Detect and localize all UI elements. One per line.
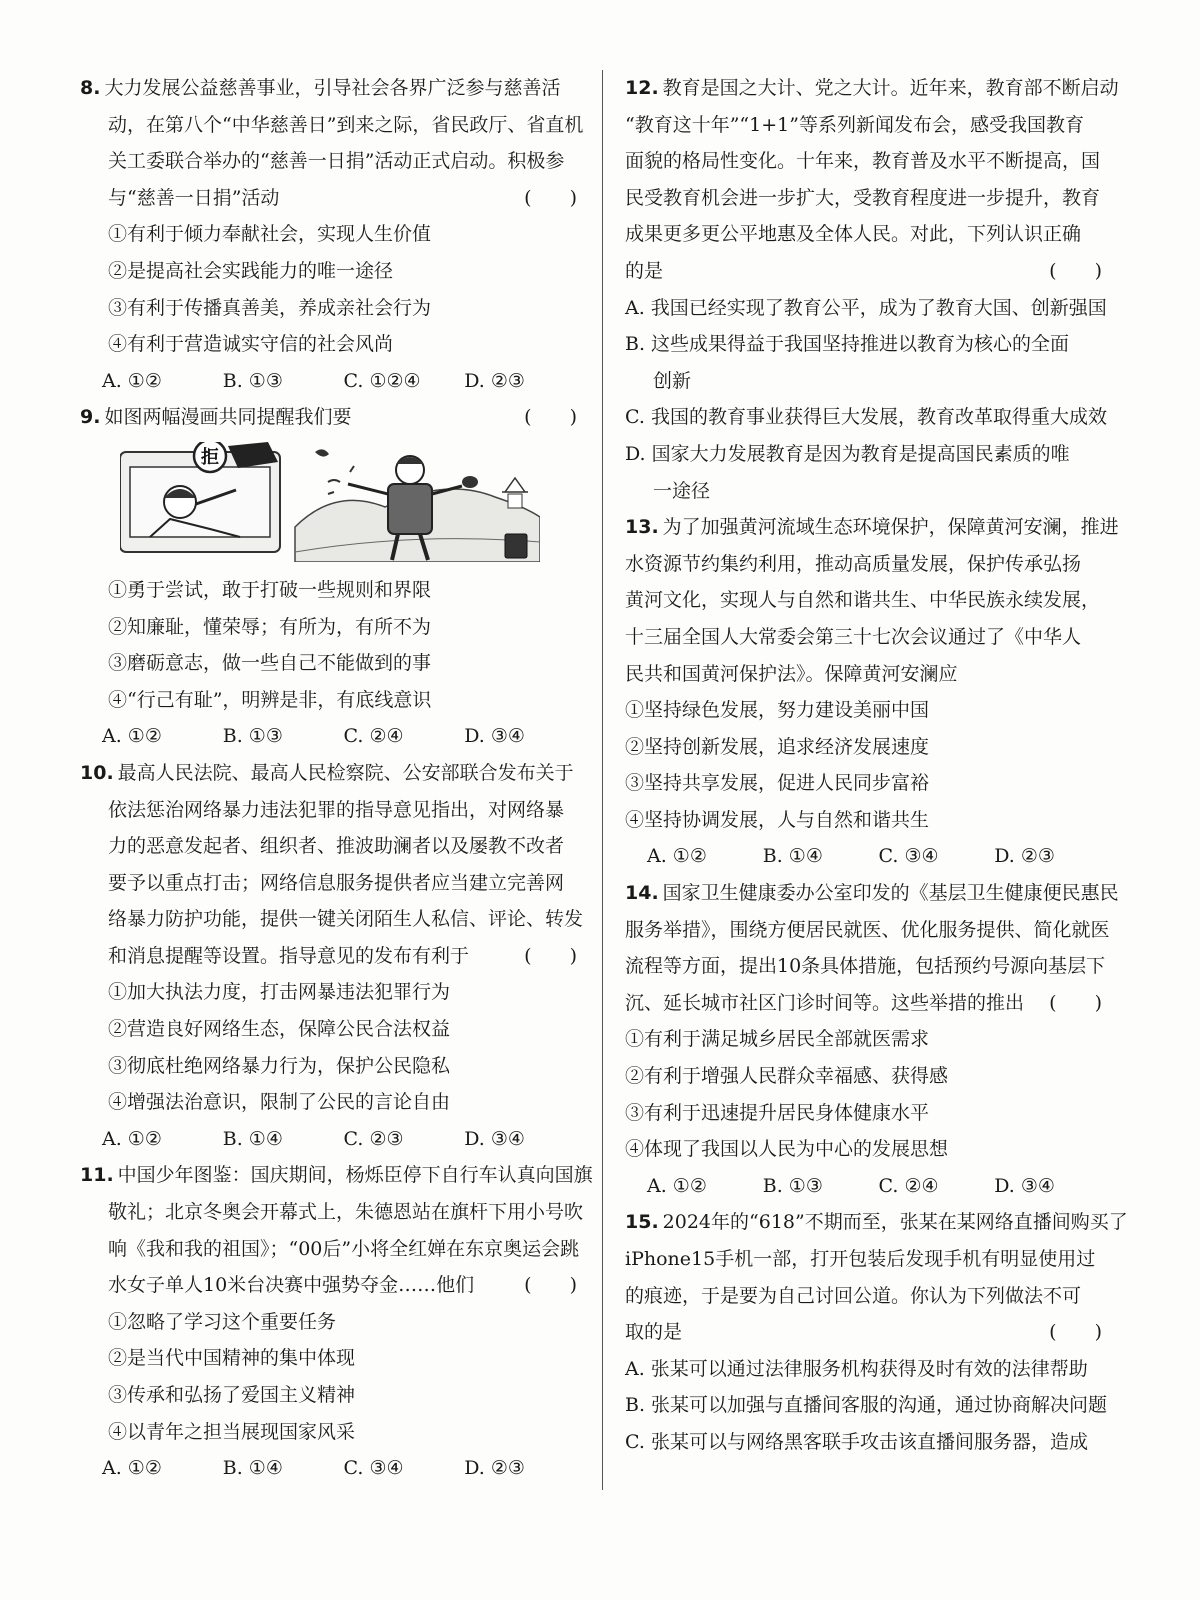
question-stem-line: 敬礼；北京冬奥会开幕式上，朱德恩站在旗杆下用小号吹	[108, 1201, 584, 1224]
statement-item: ①加大执法力度，打击网暴违法犯罪行为	[108, 981, 451, 1004]
statement-item: ③磨砺意志，做一些自己不能做到的事	[108, 652, 432, 675]
statement-item: ③有利于迅速提升居民身体健康水平	[625, 1101, 930, 1124]
statement-item: ①忽略了学习这个重要任务	[108, 1310, 337, 1333]
option-c: C. ①②④	[343, 369, 421, 392]
statement-item: ④体现了我国以人民为中心的发展思想	[625, 1138, 949, 1161]
statement-item: ②是当代中国精神的集中体现	[108, 1347, 356, 1370]
option-a: A. ①②	[647, 845, 707, 868]
option-b: B. ①③	[222, 369, 283, 392]
question-9	[80, 399, 585, 755]
statement-item: ②有利于增强人民群众幸福感、获得感	[625, 1065, 949, 1088]
question-stem-line: 要予以重点打击；网络信息服务提供者应当建立完善网	[108, 871, 565, 894]
question-stem-line: 十三届全国人大常委会第三十七次会议通过了《中华人	[625, 625, 1082, 648]
question-stem-line: 取的是	[625, 1321, 683, 1344]
question-stem-line: 服务举措》，围绕方便居民就医、优化服务提供、简化就医	[625, 918, 1110, 941]
question-stem-line: 最高人民法院、最高人民检察院、公安部联合发布关于	[117, 761, 574, 784]
question-stem-line: 水女子单人10米台决赛中强势夺金……他们	[108, 1274, 475, 1297]
right-column	[625, 70, 1128, 1461]
choice-d-continued: 一途径	[653, 479, 711, 502]
question-number: 8.	[80, 77, 101, 99]
option-b: B. ①③	[762, 1174, 823, 1197]
question-12	[625, 70, 1119, 509]
statement-item: ④增强法治意识，限制了公民的言论自由	[108, 1091, 451, 1114]
option-c: C. ③④	[343, 1457, 404, 1480]
option-c: C. ②③	[343, 1127, 404, 1150]
question-stem-line: 动，在第八个“中华慈善日”到来之际，省民政厅、省直机	[108, 113, 584, 136]
column-divider	[602, 70, 603, 1490]
refuse-sign-text: 拒	[201, 446, 219, 468]
question-stem-line: 的是	[625, 259, 664, 282]
question-stem-line: 为了加强黄河流域生态环境保护，保障黄河安澜，推进	[662, 516, 1119, 539]
option-b: B. ①④	[222, 1457, 283, 1480]
question-number: 14.	[625, 882, 659, 905]
statement-item: ①有利于倾力奉献社会，实现人生价值	[108, 223, 432, 246]
statement-item: ④以青年之担当展现国家风采	[108, 1420, 356, 1443]
choice-b: B. 张某可以加强与直播间客服的沟通，通过协商解决问题	[625, 1394, 1108, 1417]
statement-item: ①勇于尝试，敢于打破一些规则和界限	[108, 578, 432, 601]
choice-b: B. 这些成果得益于我国坚持推进以教育为核心的全面	[625, 333, 1070, 356]
statement-item: ③传承和弘扬了爱国主义精神	[108, 1384, 356, 1406]
option-d: D. ③④	[464, 1127, 525, 1150]
answer-blank: ( )	[1049, 991, 1102, 1014]
statement-item: ③彻底杜绝网络暴力行为，保护公民隐私	[108, 1054, 451, 1077]
choice-b-continued: 创新	[653, 369, 692, 392]
answer-blank: ( )	[524, 186, 577, 209]
question-stem-line: 2024年的“618”不期而至，张某在某网络直播间购买了	[662, 1211, 1128, 1234]
answer-options	[80, 363, 585, 400]
question-stem-line: 教育是国之大计、党之大计。近年来，教育部不断启动	[662, 77, 1119, 99]
option-b: B. ①③	[222, 725, 283, 748]
question-stem-line: 民共和国黄河保护法》。保障黄河安澜应	[625, 662, 958, 685]
question-number: 12.	[625, 77, 659, 99]
question-15	[625, 1204, 1128, 1460]
statement-item: ②坚持创新发展，追求经济发展速度	[625, 735, 930, 758]
question-stem-line: 响《我和我的祖国》；“00后”小将全红婵在东京奥运会跳	[108, 1237, 580, 1260]
statement-item: ①坚持绿色发展，努力建设美丽中国	[625, 699, 930, 722]
question-11	[80, 1157, 593, 1486]
question-stem-line: 沉、延长城市社区门诊时间等。这些举措的推出	[625, 991, 1025, 1014]
answer-blank: ( )	[524, 1274, 577, 1297]
question-number: 15.	[625, 1211, 659, 1234]
question-stem-line: 水资源节约集约利用，推动高质量发展，保护传承弘扬	[625, 552, 1082, 575]
option-c: C. ②④	[343, 725, 404, 748]
option-d: D. ②③	[464, 1457, 525, 1480]
option-d: D. ③④	[464, 725, 525, 748]
question-stem-line: 成果更多更公平地惠及全体人民。对此，下列认识正确	[625, 223, 1082, 246]
choice-a: A. 我国已经实现了教育公平，成为了教育大国、创新强国	[625, 296, 1107, 319]
statement-item: ③坚持共享发展，促进人民同步富裕	[625, 772, 930, 795]
statement-item: ②营造良好网络生态，保障公民合法权益	[108, 1018, 451, 1041]
option-a: A. ①②	[102, 1127, 162, 1150]
statement-item: ④“行己有耻”，明辨是非，有底线意识	[108, 688, 432, 711]
question-stem-line: 中国少年图鉴：国庆期间，杨烁臣停下自行车认真向国旗	[117, 1164, 593, 1187]
question-number: 13.	[625, 516, 659, 539]
question-number: 11.	[80, 1164, 114, 1187]
cartoon-right	[295, 449, 540, 562]
question-stem-line: 的痕迹，于是要为自己讨回公道。你认为下列做法不可	[625, 1284, 1082, 1307]
question-stem-line: 依法惩治网络暴力违法犯罪的指导意见指出，对网络暴	[108, 798, 565, 821]
cartoon-illustration	[120, 442, 540, 562]
question-stem-line: 面貌的格局性变化。十年来，教育普及水平不断提高，国	[625, 150, 1101, 173]
left-column	[80, 70, 593, 1487]
question-14	[625, 875, 1119, 1204]
option-a: A. ①②	[102, 725, 162, 748]
statement-item: ①有利于满足城乡居民全部就医需求	[625, 1028, 930, 1051]
question-number: 10.	[80, 761, 114, 784]
question-stem-line: 与“慈善一日捐”活动	[108, 186, 280, 209]
question-number: 9.	[80, 406, 101, 429]
answer-blank: ( )	[524, 944, 577, 967]
answer-options	[80, 1121, 585, 1158]
question-13	[625, 509, 1119, 875]
option-a: A. ①②	[102, 1457, 162, 1480]
choice-c: C. 我国的教育事业获得巨大发展，教育改革取得重大成效	[625, 406, 1107, 429]
question-stem-line: 和消息提醒等设置。指导意见的发布有利于	[108, 944, 470, 967]
question-stem-line: 黄河文化，实现人与自然和谐共生、中华民族永续发展，	[625, 589, 1101, 612]
answer-options	[625, 1168, 1110, 1205]
question-8	[80, 70, 585, 399]
answer-options	[625, 838, 1110, 875]
question-stem-line: 民受教育机会进一步扩大，受教育程度进一步提升，教育	[625, 186, 1101, 209]
question-stem-line: 如图两幅漫画共同提醒我们要	[104, 406, 352, 429]
question-10	[80, 755, 585, 1158]
cartoon-left	[120, 442, 280, 552]
option-b: B. ①④	[762, 845, 823, 868]
question-stem-line: 关工委联合举办的“慈善一日捐”活动正式启动。积极参	[108, 150, 565, 173]
answer-blank: ( )	[1049, 1321, 1102, 1344]
choice-a: A. 张某可以通过法律服务机构获得及时有效的法律帮助	[625, 1357, 1088, 1380]
option-c: C. ②④	[878, 1174, 939, 1197]
question-stem-line: 络暴力防护功能，提供一键关闭陌生人私信、评论、转发	[108, 908, 584, 931]
answer-options	[80, 718, 585, 755]
answer-blank: ( )	[524, 406, 577, 429]
statement-item: ④有利于营造诚实守信的社会风尚	[108, 333, 394, 356]
option-a: A. ①②	[647, 1174, 707, 1197]
statement-item: ④坚持协调发展，人与自然和谐共生	[625, 808, 930, 831]
option-b: B. ①④	[222, 1127, 283, 1150]
choice-c: C. 张某可以与网络黑客联手攻击该直播间服务器，造成	[625, 1430, 1088, 1453]
question-stem-line: 大力发展公益慈善事业，引导社会各界广泛参与慈善活	[104, 77, 561, 99]
option-d: D. ③④	[994, 1174, 1055, 1197]
option-d: D. ②③	[994, 845, 1055, 868]
question-stem-line: 国家卫生健康委办公室印发的《基层卫生健康便民惠民	[662, 882, 1119, 905]
question-stem-line: 流程等方面，提出10条具体措施，包括预约号源向基层下	[625, 955, 1106, 978]
option-d: D. ②③	[464, 369, 525, 392]
question-stem-line: iPhone15手机一部，打开包装后发现手机有明显使用过	[625, 1248, 1096, 1270]
question-stem-line: 力的恶意发起者、组织者、推波助澜者以及屡教不改者	[108, 835, 565, 858]
answer-blank: ( )	[1049, 259, 1102, 282]
statement-item: ②是提高社会实践能力的唯一途径	[108, 259, 394, 282]
answer-options	[80, 1450, 585, 1487]
choice-d: D. 国家大力发展教育是因为教育是提高国民素质的唯	[625, 442, 1070, 465]
statement-item: ②知廉耻，懂荣辱；有所为，有所不为	[108, 615, 432, 638]
statement-item: ③有利于传播真善美，养成亲社会行为	[108, 296, 432, 319]
option-c: C. ③④	[878, 845, 939, 868]
question-stem-line: “教育这十年”“1+1”等系列新闻发布会，感受我国教育	[625, 113, 1084, 136]
option-a: A. ①②	[102, 369, 162, 392]
